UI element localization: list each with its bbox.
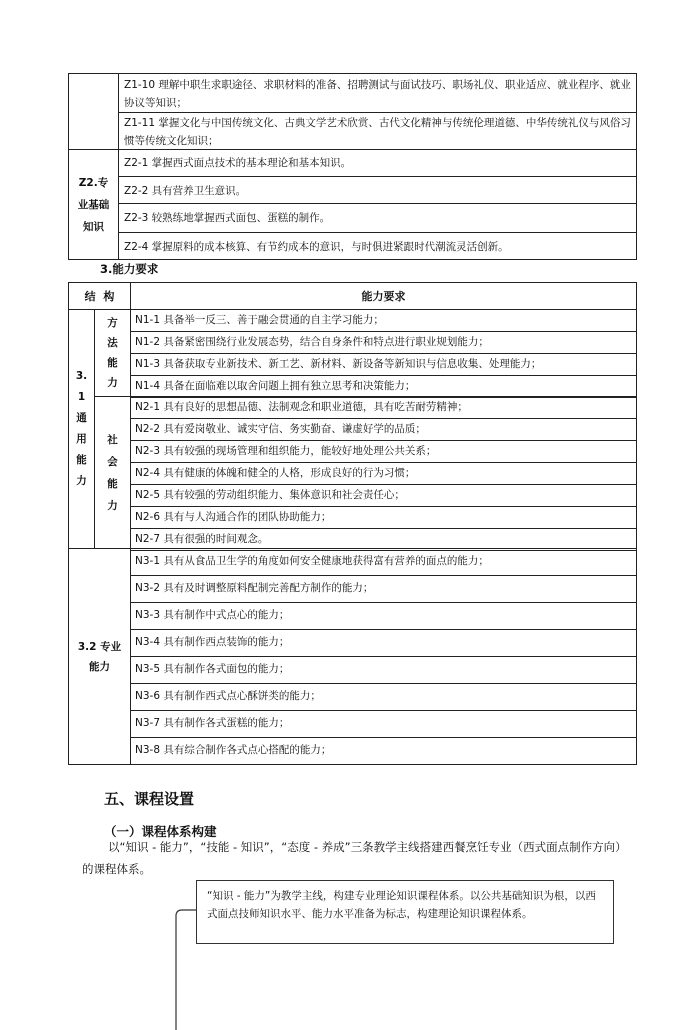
z2-text-1: Z2-1 掌握西式面点技术的基本理论和基本知识。 (124, 157, 352, 169)
header-requirement-text: 能力要求 (361, 290, 406, 303)
z2-text-4: Z2-4 掌握原料的成本核算、有节约成本的意识，与时俱进紧跟时代潮流灵活创新。 (124, 241, 509, 253)
method-ability-label-char: 方 (107, 317, 118, 329)
ability-section-title: 3.能力要求 (100, 262, 159, 276)
professional-ability-text: N3-4 具有制作西点装饰的能力； (135, 636, 290, 648)
general-ability-label (68, 309, 95, 549)
social-ability-text: N2-5 具有较强的劳动组织能力、集体意识和社会责任心； (135, 489, 405, 501)
general-ability-label-char: 力 (76, 475, 87, 487)
professional-ability-text: N3-1 具有从食品卫生学的角度如何安全健康地获得富有营养的面点的能力； (135, 555, 489, 567)
callout-box (196, 880, 614, 944)
ability-header-structure (68, 282, 131, 310)
knowledge-text-z1-11: Z1-11 掌握文化与中国传统文化、古典文学艺术欣赏、古代文化精神与传统伦理道德、中华传统礼仪与风俗习惯等传统文化知识； (124, 117, 631, 147)
knowledge-text-z1-10: Z1-10 理解中职生求职途径、求职材料的准备、招聘测试与面试技巧、职场礼仪、职业适应、就业程序、就业协议等知识； (124, 79, 631, 109)
social-ability-label-char: 社 (107, 433, 118, 446)
knowledge-table-left-upper (68, 73, 119, 150)
professional-ability-text: N3-7 具有制作各式蛋糕的能力； (135, 717, 290, 729)
professional-ability-text: N3-2 具有及时调整原料配制完善配方制作的能力； (135, 582, 374, 594)
z2-label: Z2.专业基础知识 (77, 176, 110, 233)
professional-ability-text: N3-3 具有制作中式点心的能力； (135, 609, 290, 621)
method-ability-label-char: 力 (107, 377, 118, 389)
professional-ability-label-cell (68, 548, 131, 765)
z2-text-2: Z2-2 具有营养卫生意识。 (124, 185, 247, 197)
z2-label-cell (68, 149, 119, 260)
social-ability-text: N2-7 具有很强的时间观念。 (135, 533, 269, 545)
general-ability-label-char: 3. (75, 370, 88, 382)
section-subtitle: （一）课程体系构建 (104, 824, 217, 839)
general-ability-label-char: 1 (77, 391, 86, 403)
bracket-connector (160, 900, 200, 1030)
professional-ability-text: N3-6 具有制作西式点心酥饼类的能力； (135, 690, 321, 702)
social-ability-text: N2-4 具有健康的体魄和健全的人格，形成良好的行为习惯； (135, 467, 416, 479)
social-ability-label-char: 力 (107, 499, 118, 512)
social-ability-text: N2-1 具有良好的思想品德、法制观念和职业道德，具有吃苦耐劳精神； (135, 401, 468, 413)
header-structure-text: 结 构 (84, 290, 115, 303)
ability-header-requirement (130, 282, 637, 310)
section-title: 五、课程设置 (104, 790, 195, 808)
social-ability-text: N2-6 具有与人沟通合作的团队协助能力； (135, 511, 332, 523)
method-ability-label (94, 309, 131, 397)
professional-ability-text: N3-8 具有综合制作各式点心搭配的能力； (135, 744, 332, 756)
method-ability-text: N1-3 具备获取专业新技术、新工艺、新材料、新设备等新知识与信息收集、处理能力； (135, 358, 542, 370)
method-ability-text: N1-4 具备在面临难以取舍问题上拥有独立思考和决策能力； (135, 380, 416, 392)
section-paragraph: 以“知识 - 能力”，“技能 - 知识”，“态度 - 养成”三条教学主线搭建西餐烹饪专业（西式面点制作方向）的课程体系。 (82, 840, 627, 876)
social-ability-text: N2-3 具有较强的现场管理和组织能力，能较好地处理公共关系； (135, 445, 437, 457)
general-ability-label-char: 通 (76, 412, 87, 424)
general-ability-label-char: 能 (76, 454, 87, 466)
social-ability-label-char: 能 (107, 477, 118, 490)
general-ability-label-char: 用 (76, 433, 87, 445)
social-ability-text: N2-2 具有爱岗敬业、诚实守信、务实勤奋、谦虚好学的品质； (135, 423, 426, 435)
callout-text: “知识 - 能力”为教学主线，构建专业理论知识课程体系。以公共基础知识为根，以西式面点技师知识水平、能力水平准备为标志，构建理论知识课程体系。 (207, 890, 596, 920)
professional-ability-text: N3-5 具有制作各式面包的能力； (135, 663, 290, 675)
professional-ability-label: 3.2 专业能力 (77, 640, 122, 673)
method-ability-text: N1-2 具备紧密围绕行业发展态势，结合自身条件和特点进行职业规划能力； (135, 336, 489, 348)
method-ability-label-char: 能 (107, 357, 118, 369)
method-ability-label-char: 法 (107, 337, 118, 349)
method-ability-text: N1-1 具备举一反三、善于融会贯通的自主学习能力； (135, 314, 384, 326)
social-ability-label (94, 396, 131, 549)
z2-text-3: Z2-3 较熟练地掌握西式面包、蛋糕的制作。 (124, 212, 331, 224)
social-ability-label-char: 会 (107, 455, 118, 468)
